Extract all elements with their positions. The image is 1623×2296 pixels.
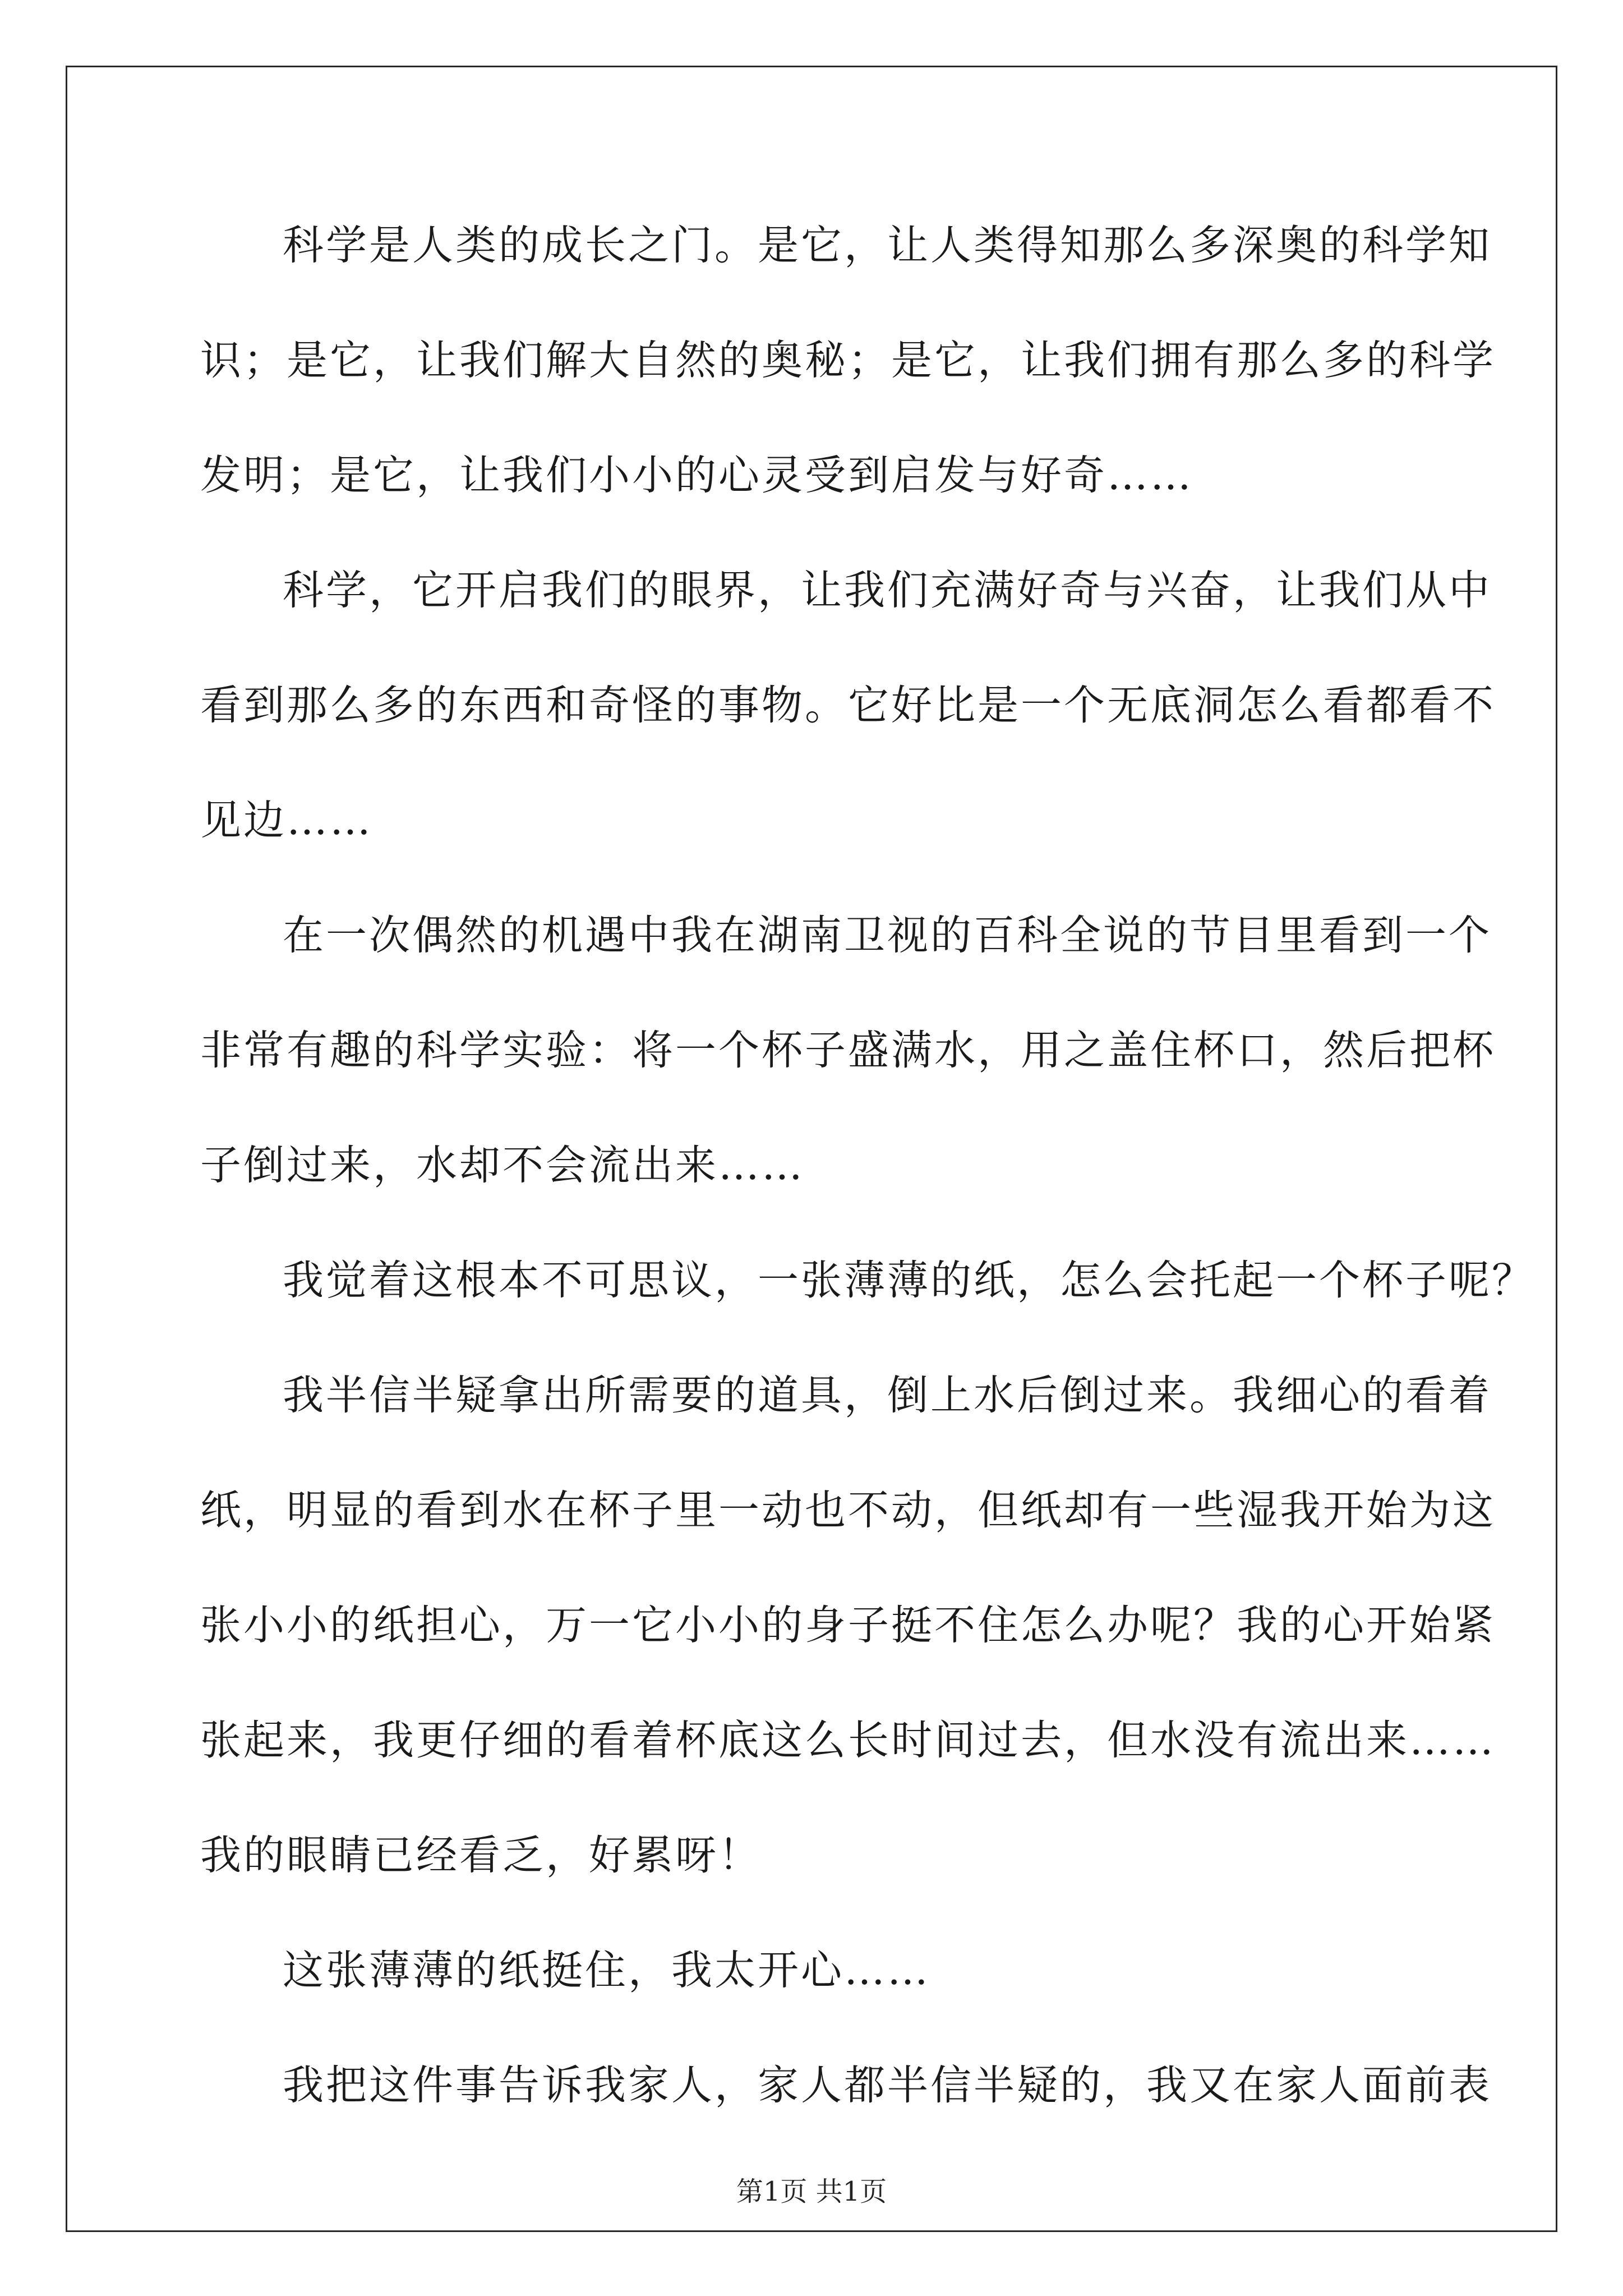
paragraph-line: 见边…… <box>200 797 373 844</box>
paragraph-line: 科学是人类的成长之门。是它，让人类得知那么多深奥的科学知 <box>283 222 1492 269</box>
paragraph-line: 纸，明显的看到水在杯子里一动也不动，但纸却有一些湿我开始为这 <box>200 1487 1496 1534</box>
paragraph-line: 发明；是它，让我们小小的心灵受到启发与好奇…… <box>200 452 1193 499</box>
paragraph-line: 子倒过来，水却不会流出来…… <box>200 1142 805 1189</box>
paragraph-line: 非常有趣的科学实验：将一个杯子盛满水，用之盖住杯口，然后把杯 <box>200 1027 1496 1074</box>
paragraph-line: 这张薄薄的纸挺住，我太开心…… <box>283 1947 930 1994</box>
page-footer <box>0 2170 1623 2208</box>
paragraph-line: 张起来，我更仔细的看着杯底这么长时间过去，但水没有流出来…… <box>200 1717 1496 1764</box>
paragraph-line: 我把这件事告诉我家人，家人都半信半疑的，我又在家人面前表 <box>283 2062 1492 2109</box>
paragraph-line: 我的眼睛已经看乏，好累呀！ <box>200 1832 762 1879</box>
paragraph-line: 科学，它开启我们的眼界，让我们充满好奇与兴奋，让我们从中 <box>283 567 1492 614</box>
paragraph-line: 我觉着这根本不可思议，一张薄薄的纸，怎么会托起一个杯子呢？ <box>283 1257 1535 1304</box>
paragraph-line: 我半信半疑拿出所需要的道具，倒上水后倒过来。我细心的看着 <box>283 1372 1492 1419</box>
paragraph-line: 看到那么多的东西和奇怪的事物。它好比是一个无底洞怎么看都看不 <box>200 682 1496 729</box>
paragraph-line: 在一次偶然的机遇中我在湖南卫视的百科全说的节目里看到一个 <box>283 912 1492 959</box>
page-number-label: 第1页 共1页 <box>736 2176 887 2207</box>
paragraph-line: 识；是它，让我们解大自然的奥秘；是它，让我们拥有那么多的科学 <box>200 337 1496 384</box>
paragraph-line: 张小小的纸担心，万一它小小的身子挺不住怎么办呢？我的心开始紧 <box>200 1602 1496 1649</box>
document-body <box>200 210 1535 2165</box>
